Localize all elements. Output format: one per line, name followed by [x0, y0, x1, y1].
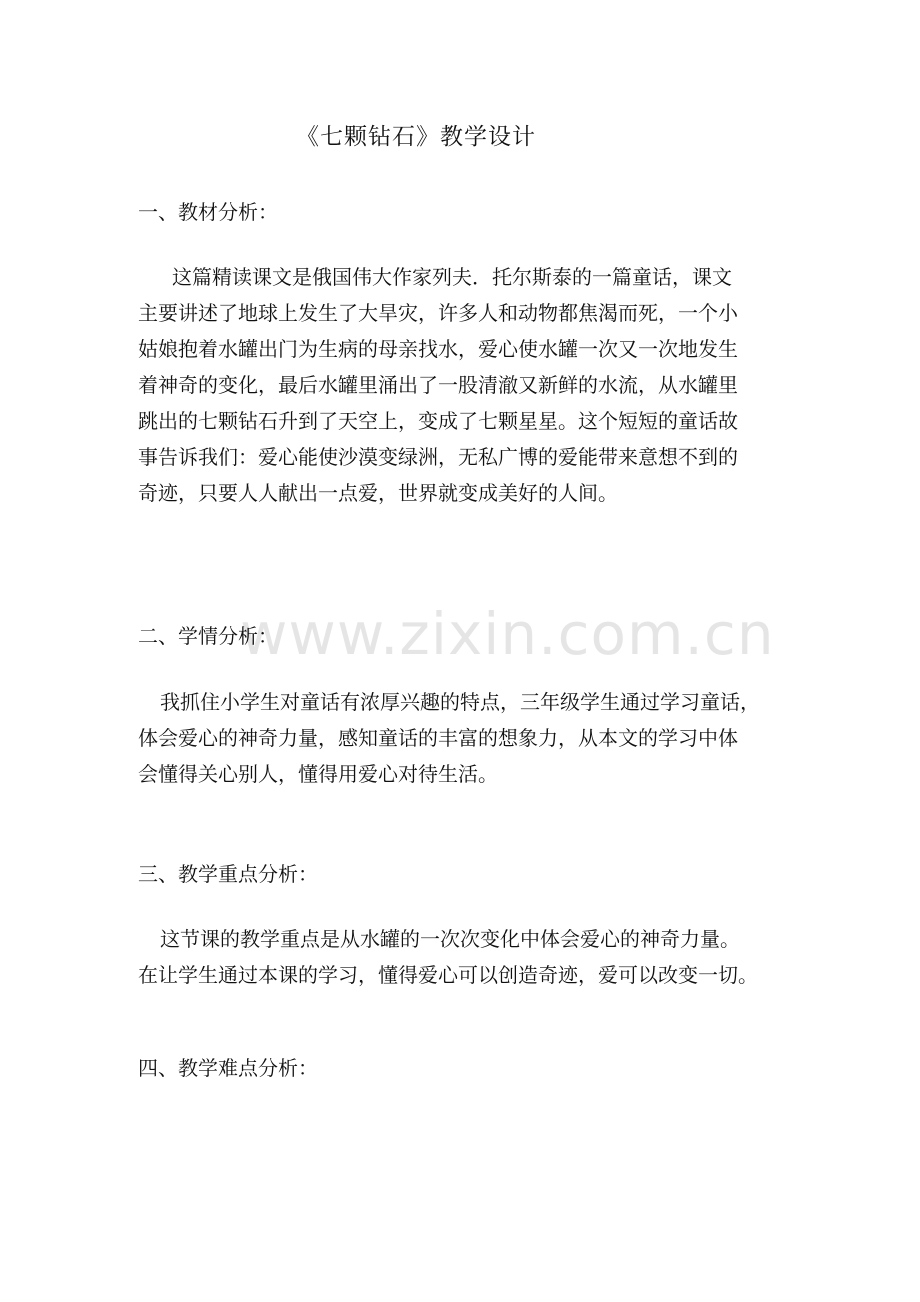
paragraph-line: 着神奇的变化，最后水罐里涌出了一股清澈又新鲜的水流，从水罐里 — [138, 373, 738, 397]
document-title: 《七颗钻石》教学设计 — [296, 124, 536, 150]
section-paragraph-key-points — [138, 921, 788, 957]
section-heading-student-analysis: 二、学情分析： — [138, 624, 278, 648]
paragraph-line: 跳出的七颗钻石升到了天空上，变成了七颗星星。这个短短的童话故 — [138, 409, 738, 433]
section-heading-textbook-analysis: 一、教材分析： — [138, 200, 278, 224]
paragraph-line: 姑娘抱着水罐出门为生病的母亲找水，爱心使水罐一次又一次地发生 — [138, 337, 738, 361]
section-paragraph-student-analysis-cont — [138, 720, 788, 792]
paragraph-line: 体会爱心的神奇力量，感知童话的丰富的想象力，从本文的学习中体 — [138, 726, 738, 750]
section-paragraph-key-points-cont — [138, 957, 788, 993]
section-paragraph-student-analysis — [138, 684, 788, 720]
paragraph-line: 事告诉我们：爱心能使沙漠变绿洲，无私广博的爱能带来意想不到的 — [138, 445, 738, 469]
paragraph-line: 这篇精读课文是俄国伟大作家列夫．托尔斯泰的一篇童话，课文 — [152, 265, 732, 289]
paragraph-line: 这节课的教学重点是从水罐的一次次变化中体会爱心的神奇力量。 — [160, 927, 740, 951]
watermark: www.zixin.com.cn — [240, 600, 775, 668]
paragraph-line: 主要讲述了地球上发生了大旱灾，许多人和动物都焦渴而死，一个小 — [138, 301, 738, 325]
paragraph-line: 奇迹，只要人人献出一点爱，世界就变成美好的人间。 — [138, 481, 618, 505]
paragraph-line: 在让学生通过本课的学习，懂得爱心可以创造奇迹，爱可以改变一切。 — [138, 963, 758, 987]
paragraph-line: 我抓住小学生对童话有浓厚兴趣的特点，三年级学生通过学习童话， — [160, 690, 760, 714]
section-heading-key-points: 三、教学重点分析： — [138, 862, 318, 886]
section-heading-difficult-points: 四、教学难点分析： — [138, 1056, 318, 1080]
paragraph-line: 会懂得关心别人，懂得用爱心对待生活。 — [138, 762, 498, 786]
section-paragraph-textbook-analysis — [138, 259, 788, 295]
section-paragraph-textbook-analysis-cont — [138, 295, 788, 511]
